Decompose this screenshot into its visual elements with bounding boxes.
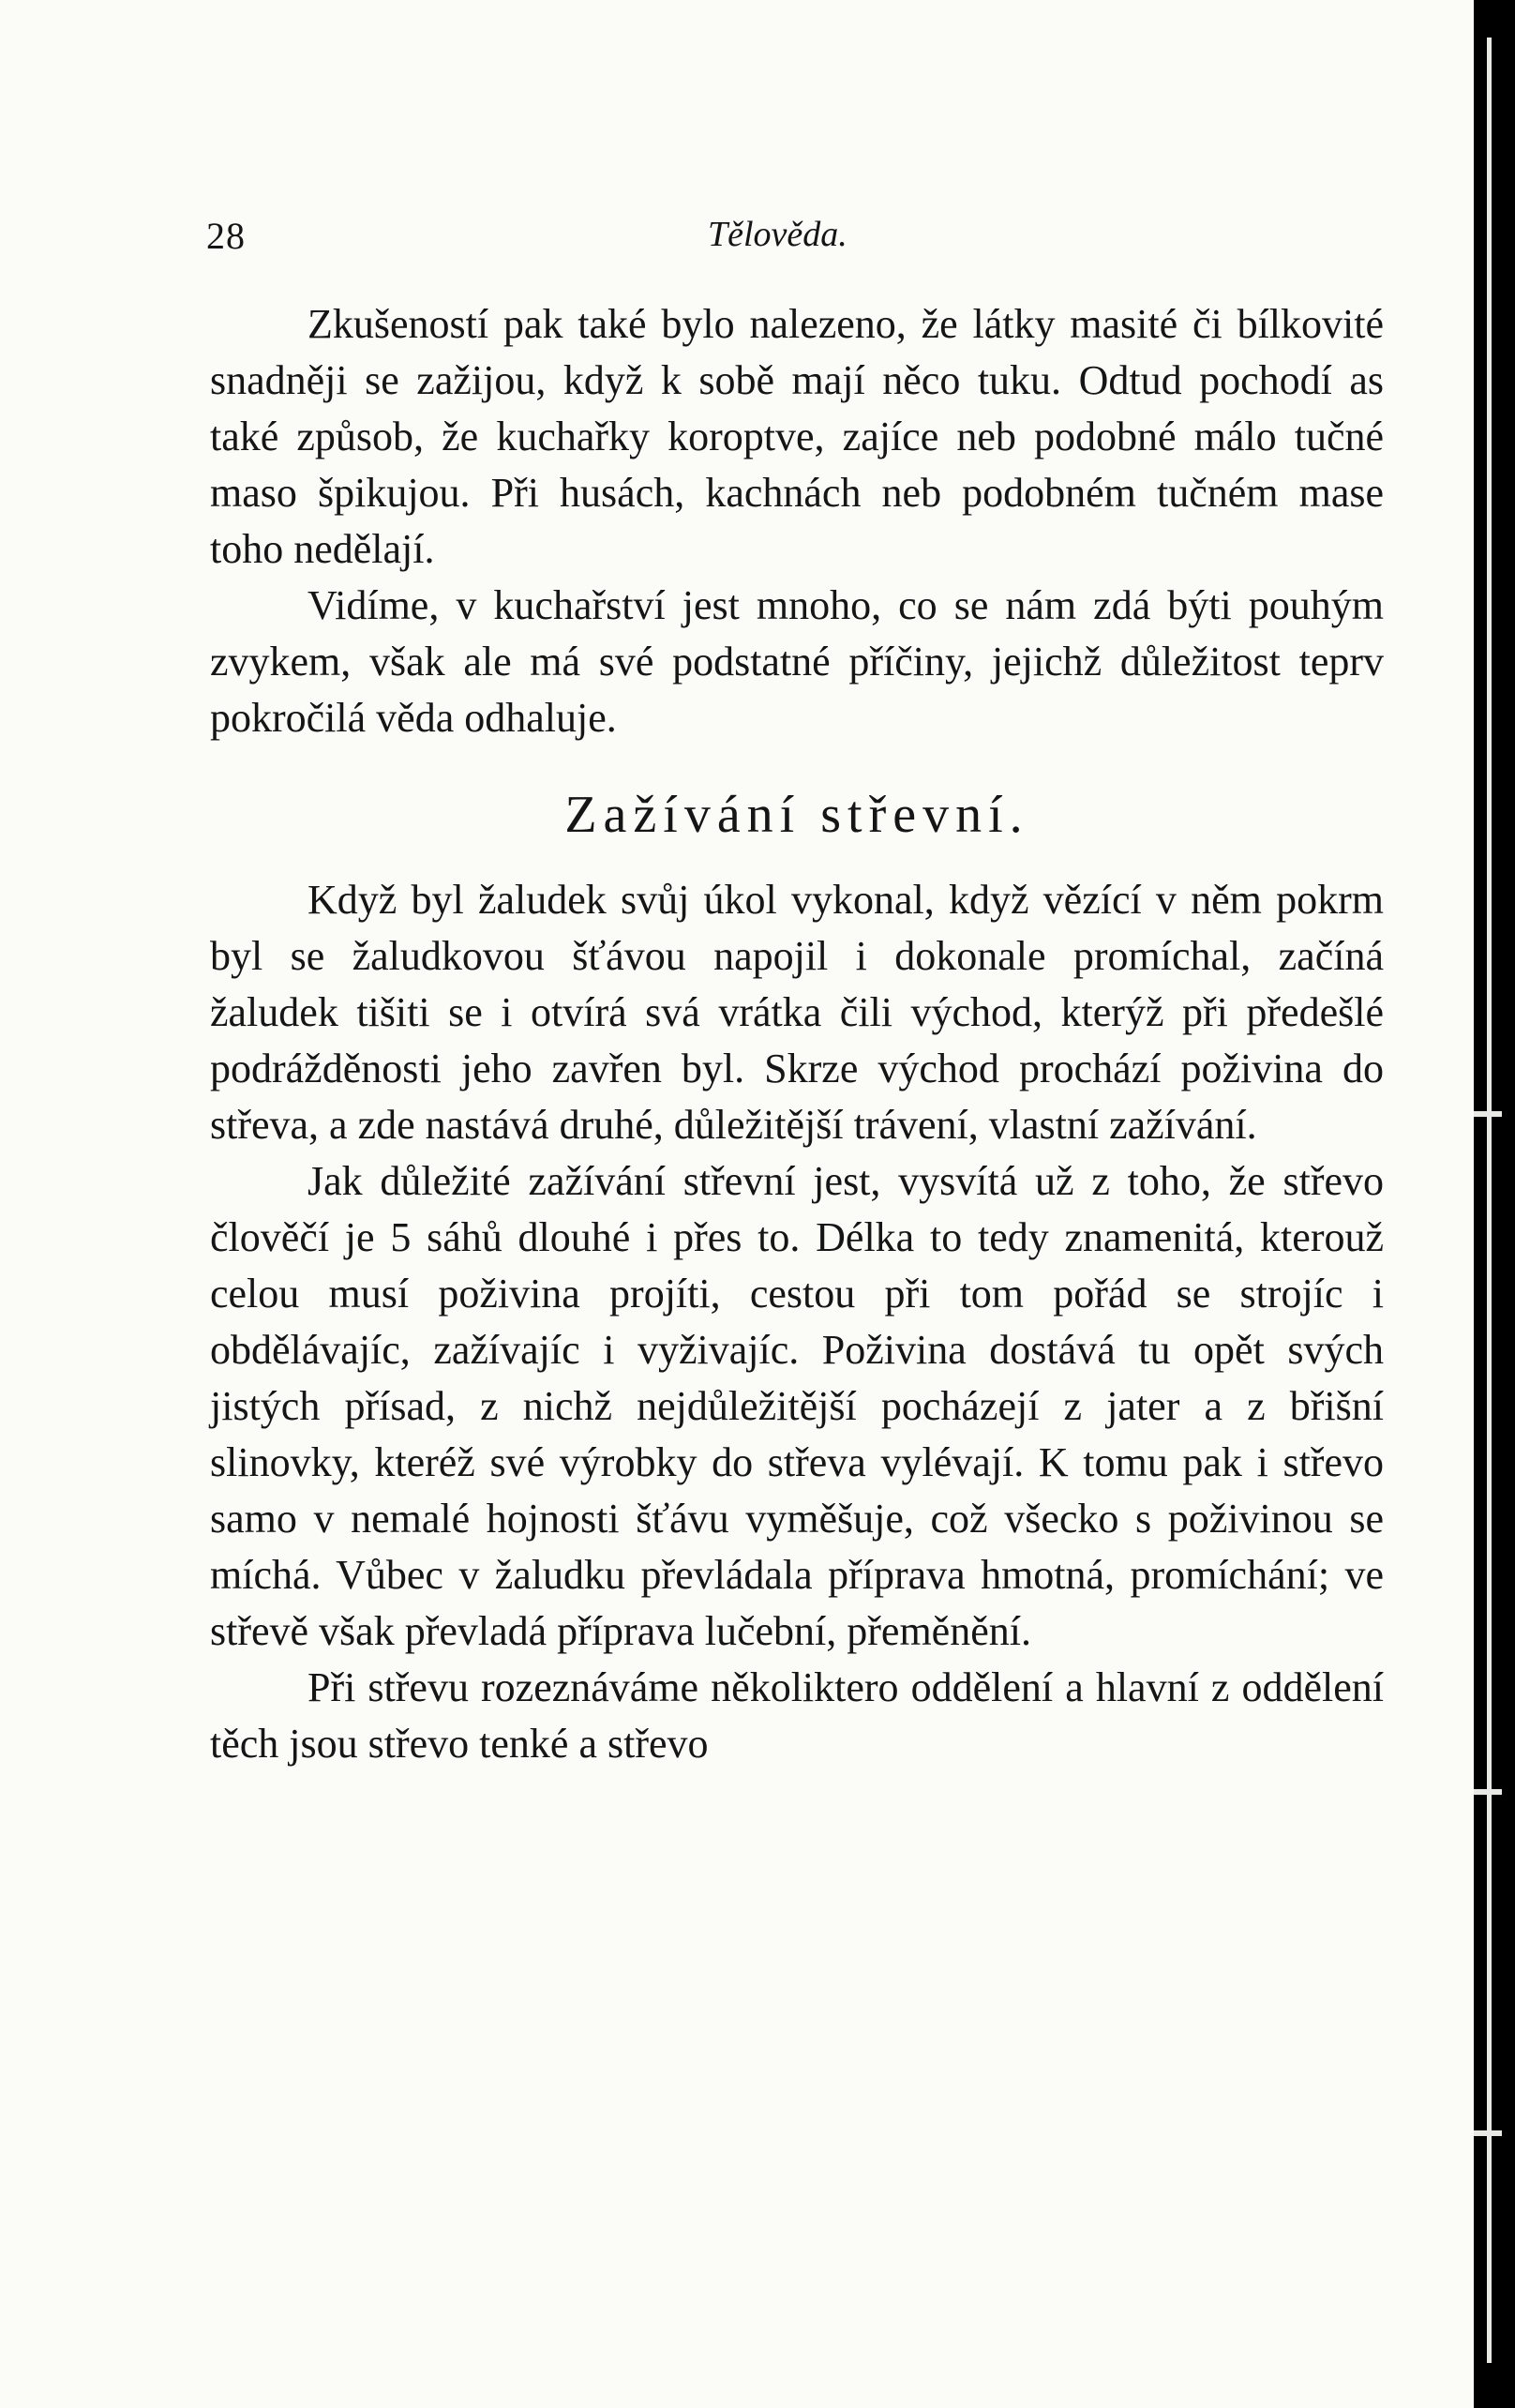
paragraph: Když byl žaludek svůj úkol vykonal, když vězící v něm pokrm byl se žaludkovou šťávou napojil i dokonale promíchal, začíná žaludek tišiti se i otvírá svá vrátka čili východ, kterýž při předešlé podrážděnosti jeho zavřen byl. Skrze východ prochází poživina do střeva, a zde nastává druhé, důležitější trávení, vlastní zažívání. xyxy=(210,877,1384,1148)
section-heading: Zažívání střevní. xyxy=(564,786,1029,844)
scan-edge-mark xyxy=(1474,1789,1502,1795)
paragraph: Při střevu rozeznáváme několiktero oddělení a hlavní z oddělení těch jsou střevo tenké a střevo xyxy=(210,1664,1384,1767)
page-header xyxy=(206,214,1384,270)
scan-edge-mark xyxy=(1474,2130,1502,2136)
paragraph: Vidíme, v kuchařství jest mnoho, co se nám zdá býti pouhým zvykem, však ale má své podstatné příčiny, jejichž důležitost teprv pokročilá věda odhaluje. xyxy=(210,582,1384,741)
paragraph: Jak důležité zažívání střevní jest, vysvítá už z toho, že střevo člověčí je 5 sáhů dlouhé i přes to. Délka to tedy znamenitá, kterouž celou musí poživina projíti, cestou při tom pořád se strojíc i obdělávajíc, zažívajíc i vyživajíc. Poživina dostává tu opět svých jistých přísad, z nichž nejdůležitější pocházejí z jater a z břišní slinovky, kteréž své výrobky do střeva vylévají. K tomu pak i střevo samo v nemalé hojnosti šťávu vyměšuje, což všecko s poživinou se míchá. Vůbec v žaludku převládala příprava hmotná, promíchání; ve střevě však převladá příprava lučební, přeměnění. xyxy=(210,1158,1384,1654)
running-title: Tělověda. xyxy=(708,215,848,254)
scan-edge xyxy=(1474,0,1515,2408)
page-number: 28 xyxy=(206,215,246,257)
paragraph: Zkušeností pak také bylo nalezeno, že látky masité či bílkovité snadněji se zažijou, když k sobě mají něco tuku. Odtud pochodí as také způsob, že kuchařky koroptve, zajíce neb podobné málo tučné maso špikujou. Při husách, kachnách neb podobném tučném mase toho nedělají. xyxy=(210,301,1384,572)
scan-edge-line xyxy=(1487,38,1492,2363)
page-content xyxy=(210,296,1384,1772)
scan-edge-mark xyxy=(1474,1111,1502,1117)
